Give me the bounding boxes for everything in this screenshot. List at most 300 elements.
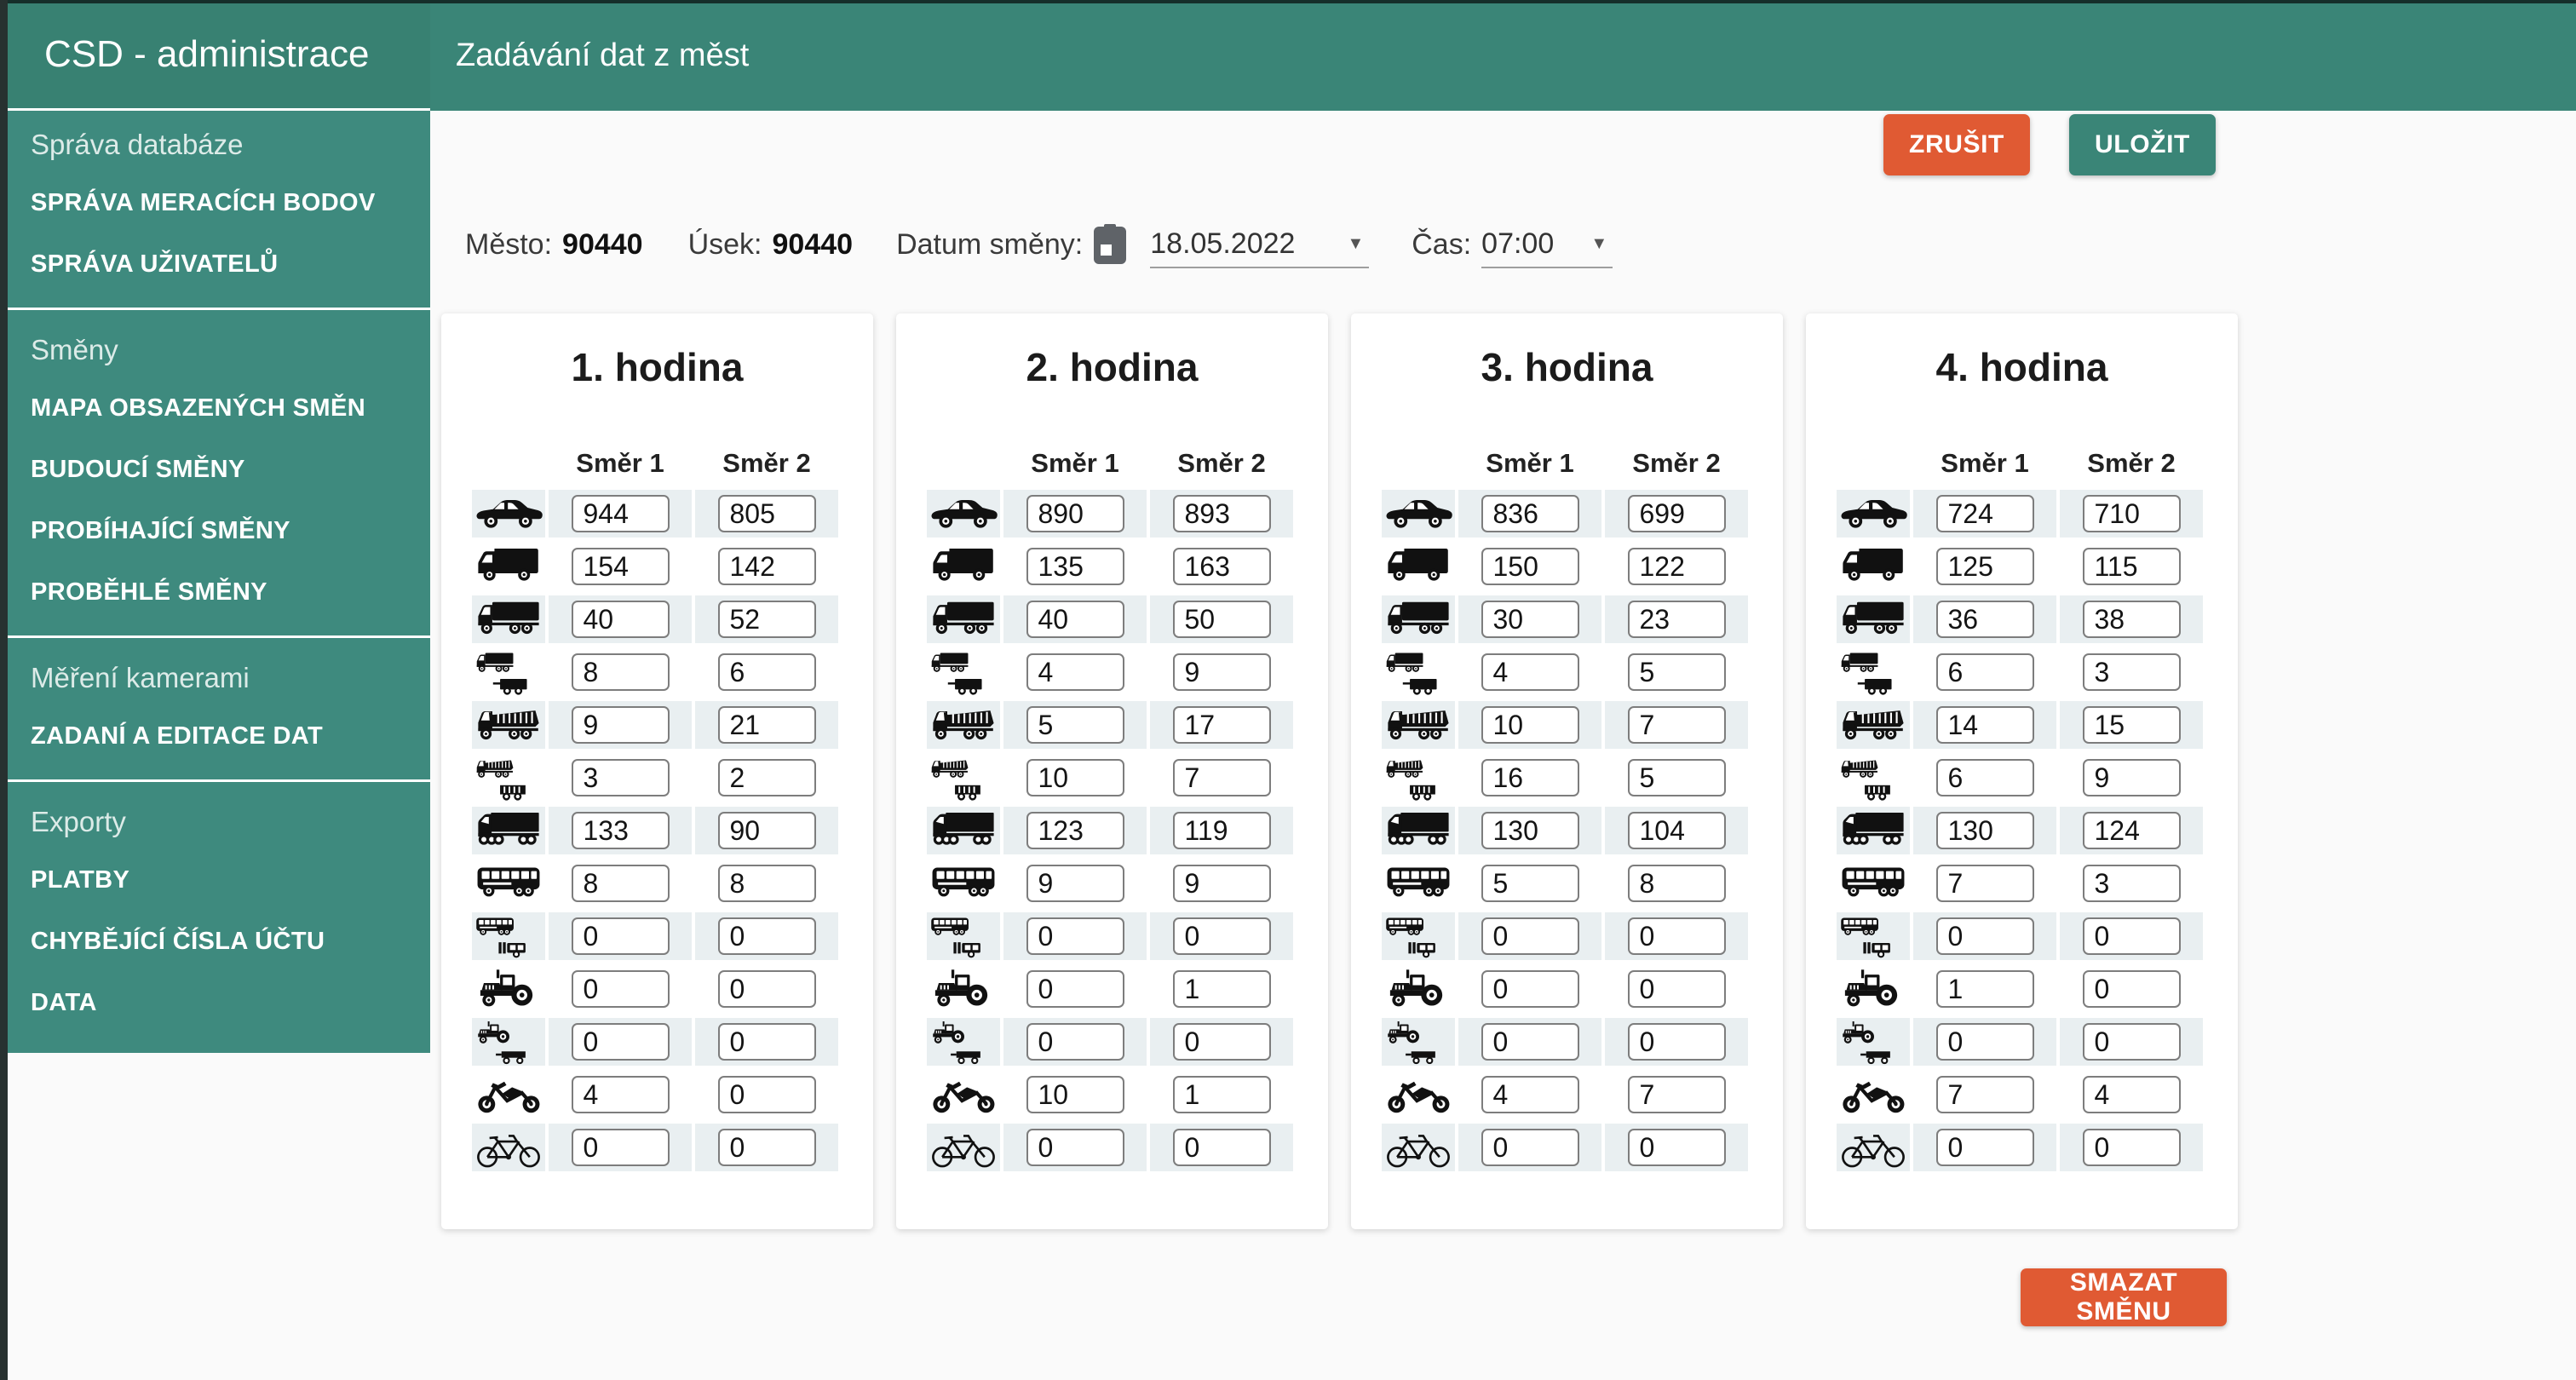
count-cell <box>1605 595 1748 643</box>
vehicle-row <box>1806 1068 2238 1121</box>
semi-truck-dir1-input[interactable] <box>572 812 670 849</box>
count-cell <box>1458 543 1601 590</box>
count-cell <box>1150 912 1293 960</box>
calendar-icon[interactable] <box>1093 224 1127 265</box>
count-cell <box>549 965 692 1013</box>
count-cell <box>1458 860 1601 907</box>
icon-column-spacer <box>472 440 545 487</box>
vehicle-row <box>441 910 873 963</box>
bicycle-icon <box>929 1125 998 1170</box>
vehicle-icon-cell <box>472 701 545 749</box>
vehicle-row <box>441 1121 873 1174</box>
vehicle-icon-cell <box>1837 543 1910 590</box>
vehicle-row <box>1351 540 1783 593</box>
car-dir1-input[interactable] <box>1481 495 1579 532</box>
vehicle-icon-cell <box>1837 754 1910 802</box>
direction-header-row <box>1351 440 1783 487</box>
dump-truck-dir1-input[interactable] <box>1936 706 2034 744</box>
tractor-icon <box>1384 967 1452 1012</box>
vehicle-icon-cell <box>472 490 545 538</box>
vehicle-row <box>896 646 1328 699</box>
count-cell <box>549 860 692 907</box>
tractor-trailer-dir1-input[interactable] <box>1026 1023 1124 1061</box>
count-cell <box>695 807 838 854</box>
motorcycle-dir2-input[interactable] <box>2083 1076 2181 1113</box>
vehicle-row <box>896 1121 1328 1174</box>
bicycle-dir1-input[interactable] <box>1026 1129 1124 1166</box>
dir2-header: Směr 2 <box>722 448 811 478</box>
vehicle-row <box>896 487 1328 540</box>
motorcycle-dir2-input[interactable] <box>1628 1076 1726 1113</box>
truck-trailer-icon <box>1384 650 1452 695</box>
vehicle-row <box>896 857 1328 910</box>
sidebar-item-probihajici-smeny[interactable]: PROBÍHAJÍCÍ SMĚNY <box>31 516 290 544</box>
sidebar-item-zadani-a-editace-dat[interactable]: ZADANÍ A EDITACE DAT <box>31 722 324 750</box>
van-dir2-input[interactable] <box>1628 548 1726 585</box>
dump-truck-trailer-dir1-input[interactable] <box>1481 759 1579 796</box>
count-cell <box>1458 648 1601 696</box>
van-dir1-input[interactable] <box>572 548 670 585</box>
top-bar <box>430 0 2576 111</box>
semi-truck-dir1-input[interactable] <box>1481 812 1579 849</box>
vehicle-row <box>1351 593 1783 646</box>
count-cell <box>2060 648 2203 696</box>
vehicle-row <box>441 1068 873 1121</box>
motorcycle-icon <box>929 1072 998 1118</box>
sidebar-section-sprava-databaze: Správa databáze <box>31 129 244 160</box>
dir2-header: Směr 2 <box>1177 448 1266 478</box>
van-icon <box>474 544 543 589</box>
tractor-dir2-input[interactable] <box>1173 970 1271 1008</box>
count-cell <box>1458 807 1601 854</box>
count-cell <box>1458 912 1601 960</box>
tractor-trailer-dir1-input[interactable] <box>1481 1023 1579 1061</box>
count-cell <box>1150 490 1293 538</box>
car-dir2-input[interactable] <box>2083 495 2181 532</box>
semi-truck-dir2-input[interactable] <box>1173 812 1271 849</box>
vehicle-icon-cell <box>1837 1124 1910 1171</box>
sidebar-item-platby[interactable]: PLATBY <box>31 865 130 894</box>
vehicle-icon-cell <box>927 807 1000 854</box>
count-cell <box>1913 648 2056 696</box>
bicycle-dir2-input[interactable] <box>1173 1129 1271 1166</box>
count-cell <box>1605 860 1748 907</box>
shift-date-label: Datum směny: <box>896 227 1084 261</box>
car-dir2-input[interactable] <box>718 495 816 532</box>
count-cell <box>549 490 692 538</box>
truck-trailer-icon <box>1839 650 1907 695</box>
truck-icon <box>1384 597 1452 642</box>
truck-dir1-input[interactable] <box>572 601 670 638</box>
van-dir1-input[interactable] <box>1026 548 1124 585</box>
count-cell <box>1003 1071 1147 1118</box>
van-icon <box>1384 544 1452 589</box>
truck-dir2-input[interactable] <box>1628 601 1726 638</box>
vehicle-row <box>896 751 1328 804</box>
vehicle-icon-cell <box>927 860 1000 907</box>
count-cell <box>695 701 838 749</box>
bus-trailer-dir1-input[interactable] <box>572 917 670 955</box>
dir2-header: Směr 2 <box>1632 448 1721 478</box>
dir1-header: Směr 1 <box>576 448 664 478</box>
count-cell <box>1003 543 1147 590</box>
dump-truck-trailer-icon <box>1384 756 1452 801</box>
tractor-dir1-input[interactable] <box>1026 970 1124 1008</box>
dump-truck-dir2-input[interactable] <box>1628 706 1726 744</box>
count-cell <box>1003 490 1147 538</box>
dump-truck-trailer-dir2-input[interactable] <box>1173 759 1271 796</box>
tractor-trailer-dir2-input[interactable] <box>718 1023 816 1061</box>
count-cell <box>1458 965 1601 1013</box>
tractor-trailer-dir2-input[interactable] <box>1628 1023 1726 1061</box>
count-cell <box>1913 1018 2056 1066</box>
count-cell <box>695 965 838 1013</box>
count-cell <box>2060 965 2203 1013</box>
vehicle-icon-cell <box>927 595 1000 643</box>
truck-dir2-input[interactable] <box>1173 601 1271 638</box>
bicycle-dir1-input[interactable] <box>1936 1129 2034 1166</box>
truck-trailer-dir1-input[interactable] <box>1481 653 1579 691</box>
truck-trailer-icon <box>929 650 998 695</box>
vehicle-row <box>441 1015 873 1068</box>
vehicle-icon-cell <box>1382 912 1455 960</box>
bicycle-dir2-input[interactable] <box>718 1129 816 1166</box>
vehicle-row <box>896 540 1328 593</box>
shift-time-select[interactable] <box>1481 221 1613 268</box>
hour-card-title: 4. hodina <box>1935 345 2108 389</box>
hour-card <box>1806 313 2238 1229</box>
vehicle-icon-cell <box>1382 1018 1455 1066</box>
truck-trailer-dir1-input[interactable] <box>572 653 670 691</box>
vehicle-icon-cell <box>1382 490 1455 538</box>
vehicle-row <box>1351 751 1783 804</box>
vehicle-row <box>1806 593 2238 646</box>
count-cell <box>1150 1071 1293 1118</box>
bus-dir2-input[interactable] <box>1173 865 1271 902</box>
sidebar-section-exporty: Exporty <box>31 806 126 837</box>
car-dir2-input[interactable] <box>1628 495 1726 532</box>
tractor-dir1-input[interactable] <box>572 970 670 1008</box>
count-cell <box>695 543 838 590</box>
car-dir1-input[interactable] <box>1026 495 1124 532</box>
dump-truck-dir2-input[interactable] <box>718 706 816 744</box>
sidebar-item-sprava-uzivatelu[interactable]: SPRÁVA UŽIVATELŮ <box>31 250 279 278</box>
bicycle-dir1-input[interactable] <box>1481 1129 1579 1166</box>
truck-trailer-dir2-input[interactable] <box>1173 653 1271 691</box>
tractor-trailer-dir2-input[interactable] <box>2083 1023 2181 1061</box>
dump-truck-trailer-dir1-input[interactable] <box>572 759 670 796</box>
count-cell <box>1458 595 1601 643</box>
dump-truck-trailer-icon <box>929 756 998 801</box>
car-icon <box>1839 492 1907 537</box>
sidebar-item-budouci-smeny[interactable]: BUDOUCÍ SMĚNY <box>31 455 245 483</box>
count-cell <box>1458 490 1601 538</box>
vehicle-row <box>896 963 1328 1015</box>
sidebar-item-sprava-meracich-bodov[interactable]: SPRÁVA MERACÍCH BODOV <box>31 188 376 216</box>
hour-card-title: 2. hodina <box>1026 345 1199 389</box>
dump-truck-trailer-dir1-input[interactable] <box>1026 759 1124 796</box>
dump-truck-trailer-dir2-input[interactable] <box>718 759 816 796</box>
semi-truck-dir1-input[interactable] <box>1026 812 1124 849</box>
sidebar-section-mereni-kamerami: Měření kamerami <box>31 662 250 693</box>
count-cell <box>1913 490 2056 538</box>
count-cell <box>2060 701 2203 749</box>
count-cell <box>2060 595 2203 643</box>
count-cell <box>549 648 692 696</box>
count-cell <box>1150 754 1293 802</box>
truck-dir2-input[interactable] <box>2083 601 2181 638</box>
vehicle-icon-cell <box>1837 1018 1910 1066</box>
count-cell <box>1150 860 1293 907</box>
truck-dir2-input[interactable] <box>718 601 816 638</box>
tractor-trailer-icon <box>1384 1020 1452 1065</box>
tractor-icon <box>929 967 998 1012</box>
tractor-trailer-dir1-input[interactable] <box>1936 1023 2034 1061</box>
van-icon <box>929 544 998 589</box>
dump-truck-dir2-input[interactable] <box>2083 706 2181 744</box>
hour-cards <box>441 313 2238 1229</box>
count-cell <box>2060 860 2203 907</box>
car-icon <box>1384 492 1452 537</box>
vehicle-row <box>1351 963 1783 1015</box>
truck-dir1-input[interactable] <box>1936 601 2034 638</box>
sidebar-item-chybejici-cisla-uctu[interactable]: CHYBĚJÍCÍ ČÍSLA ÚČTU <box>31 927 325 955</box>
tractor-trailer-dir2-input[interactable] <box>1173 1023 1271 1061</box>
count-cell <box>1913 754 2056 802</box>
tractor-trailer-dir1-input[interactable] <box>572 1023 670 1061</box>
vehicle-icon-cell <box>1837 807 1910 854</box>
semi-truck-dir2-input[interactable] <box>2083 812 2181 849</box>
count-cell <box>1003 754 1147 802</box>
count-cell <box>1913 543 2056 590</box>
motorcycle-dir1-input[interactable] <box>1026 1076 1124 1113</box>
count-cell <box>695 595 838 643</box>
bus-trailer-dir2-input[interactable] <box>1628 917 1726 955</box>
vehicle-icon-cell <box>927 965 1000 1013</box>
count-cell <box>1605 648 1748 696</box>
dump-truck-dir1-input[interactable] <box>1481 706 1579 744</box>
bus-trailer-dir2-input[interactable] <box>718 917 816 955</box>
vehicle-row <box>441 751 873 804</box>
window-top-edge <box>0 0 2576 3</box>
count-cell <box>2060 1071 2203 1118</box>
vehicle-icon-cell <box>927 701 1000 749</box>
count-cell <box>1150 965 1293 1013</box>
motorcycle-dir1-input[interactable] <box>1936 1076 2034 1113</box>
semi-truck-dir1-input[interactable] <box>1936 812 2034 849</box>
tractor-dir2-input[interactable] <box>1628 970 1726 1008</box>
count-cell <box>1605 543 1748 590</box>
motorcycle-dir1-input[interactable] <box>1481 1076 1579 1113</box>
vehicle-icon-cell <box>1837 648 1910 696</box>
tractor-dir1-input[interactable] <box>1936 970 2034 1008</box>
sidebar-divider <box>0 779 430 782</box>
bus-dir1-input[interactable] <box>1026 865 1124 902</box>
shift-time-label: Čas: <box>1412 227 1472 261</box>
bus-dir1-input[interactable] <box>572 865 670 902</box>
bus-trailer-icon <box>1384 914 1452 959</box>
vehicle-icon-cell <box>472 965 545 1013</box>
car-dir1-input[interactable] <box>1936 495 2034 532</box>
truck-trailer-dir1-input[interactable] <box>1936 653 2034 691</box>
count-cell <box>1605 965 1748 1013</box>
bicycle-dir1-input[interactable] <box>572 1129 670 1166</box>
bus-trailer-dir2-input[interactable] <box>1173 917 1271 955</box>
count-cell <box>549 701 692 749</box>
truck-trailer-dir2-input[interactable] <box>2083 653 2181 691</box>
tractor-trailer-icon <box>1839 1020 1907 1065</box>
motorcycle-dir2-input[interactable] <box>718 1076 816 1113</box>
vehicle-row <box>441 540 873 593</box>
bus-dir1-input[interactable] <box>1936 865 2034 902</box>
shift-time-value: 07:00 <box>1481 227 1555 260</box>
semi-truck-icon <box>929 808 998 854</box>
bus-dir2-input[interactable] <box>1628 865 1726 902</box>
motorcycle-dir2-input[interactable] <box>1173 1076 1271 1113</box>
vehicle-icon-cell <box>927 1071 1000 1118</box>
truck-trailer-dir2-input[interactable] <box>1628 653 1726 691</box>
dump-truck-trailer-icon <box>474 756 543 801</box>
count-cell <box>549 807 692 854</box>
vehicle-icon-cell <box>1837 965 1910 1013</box>
vehicle-icon-cell <box>1382 965 1455 1013</box>
count-cell <box>1003 965 1147 1013</box>
vehicle-row <box>1351 1015 1783 1068</box>
bus-trailer-dir1-input[interactable] <box>1481 917 1579 955</box>
vehicle-row <box>1351 1121 1783 1174</box>
vehicle-icon-cell <box>927 648 1000 696</box>
count-cell <box>549 595 692 643</box>
vehicle-icon-cell <box>1837 1071 1910 1118</box>
count-cell <box>2060 1018 2203 1066</box>
count-cell <box>549 912 692 960</box>
tractor-dir1-input[interactable] <box>1481 970 1579 1008</box>
semi-truck-dir2-input[interactable] <box>718 812 816 849</box>
dump-truck-dir1-input[interactable] <box>572 706 670 744</box>
dir1-header: Směr 1 <box>1486 448 1574 478</box>
cancel-button[interactable]: ZRUŠIT <box>1883 114 2030 175</box>
bicycle-icon <box>1384 1125 1452 1170</box>
truck-dir1-input[interactable] <box>1026 601 1124 638</box>
van-dir2-input[interactable] <box>718 548 816 585</box>
count-cell <box>695 1018 838 1066</box>
icon-column-spacer <box>1837 440 1910 487</box>
tractor-trailer-icon <box>474 1020 543 1065</box>
bicycle-icon <box>474 1125 543 1170</box>
semi-truck-icon <box>1839 808 1907 854</box>
count-cell <box>1605 490 1748 538</box>
motorcycle-icon <box>1384 1072 1452 1118</box>
vehicle-icon-cell <box>927 490 1000 538</box>
dump-truck-icon <box>1384 703 1452 748</box>
vehicle-icon-cell <box>472 912 545 960</box>
window-left-edge <box>0 0 8 1380</box>
vehicle-icon-cell <box>1837 860 1910 907</box>
bicycle-dir2-input[interactable] <box>2083 1129 2181 1166</box>
count-cell <box>1150 648 1293 696</box>
bicycle-icon <box>1839 1125 1907 1170</box>
bus-icon <box>1384 861 1452 906</box>
tractor-icon <box>1839 967 1907 1012</box>
count-cell <box>2060 912 2203 960</box>
bus-icon <box>474 861 543 906</box>
tractor-dir2-input[interactable] <box>718 970 816 1008</box>
bus-trailer-dir1-input[interactable] <box>1026 917 1124 955</box>
truck-dir1-input[interactable] <box>1481 601 1579 638</box>
sidebar-item-probehle-smeny[interactable]: PROBĚHLÉ SMĚNY <box>31 578 267 606</box>
count-cell <box>695 1124 838 1171</box>
semi-truck-dir2-input[interactable] <box>1628 812 1726 849</box>
vehicle-icon-cell <box>472 1071 545 1118</box>
shift-meta-row <box>465 221 1613 268</box>
count-cell <box>695 754 838 802</box>
tractor-dir2-input[interactable] <box>2083 970 2181 1008</box>
bus-icon <box>929 861 998 906</box>
shift-date-select[interactable] <box>1150 221 1369 268</box>
count-cell <box>1003 1018 1147 1066</box>
sidebar-section-smeny: Směny <box>31 334 118 365</box>
van-dir2-input[interactable] <box>1173 548 1271 585</box>
car-dir1-input[interactable] <box>572 495 670 532</box>
dump-truck-trailer-dir2-input[interactable] <box>1628 759 1726 796</box>
truck-trailer-dir2-input[interactable] <box>718 653 816 691</box>
vehicle-icon-cell <box>927 754 1000 802</box>
van-dir1-input[interactable] <box>1481 548 1579 585</box>
bus-trailer-dir2-input[interactable] <box>2083 917 2181 955</box>
vehicle-icon-cell <box>1382 701 1455 749</box>
sidebar-divider <box>0 635 430 638</box>
vehicle-row <box>1806 699 2238 751</box>
dump-truck-trailer-dir2-input[interactable] <box>2083 759 2181 796</box>
motorcycle-dir1-input[interactable] <box>572 1076 670 1113</box>
vehicle-icon-cell <box>472 807 545 854</box>
count-cell <box>549 1071 692 1118</box>
sidebar <box>0 111 430 1053</box>
car-icon <box>929 492 998 537</box>
section-value: 90440 <box>772 227 854 261</box>
vehicle-icon-cell <box>1837 490 1910 538</box>
vehicle-row <box>896 1015 1328 1068</box>
bus-dir2-input[interactable] <box>2083 865 2181 902</box>
dump-truck-dir1-input[interactable] <box>1026 706 1124 744</box>
bus-dir2-input[interactable] <box>718 865 816 902</box>
truck-trailer-dir1-input[interactable] <box>1026 653 1124 691</box>
count-cell <box>695 1071 838 1118</box>
car-dir2-input[interactable] <box>1173 495 1271 532</box>
sidebar-item-mapa-obsazenych-smen[interactable]: MAPA OBSAZENÝCH SMĚN <box>31 394 366 422</box>
van-dir1-input[interactable] <box>1936 548 2034 585</box>
count-cell <box>1605 1071 1748 1118</box>
delete-shift-button[interactable]: SMAZAT SMĚNU <box>2021 1268 2227 1326</box>
vehicle-icon-cell <box>472 595 545 643</box>
dump-truck-trailer-dir1-input[interactable] <box>1936 759 2034 796</box>
bus-trailer-dir1-input[interactable] <box>1936 917 2034 955</box>
save-button[interactable]: ULOŽIT <box>2069 114 2216 175</box>
bus-icon <box>1839 861 1907 906</box>
count-cell <box>549 1018 692 1066</box>
motorcycle-icon <box>474 1072 543 1118</box>
count-cell <box>2060 543 2203 590</box>
vehicle-row <box>441 804 873 857</box>
bicycle-dir2-input[interactable] <box>1628 1129 1726 1166</box>
dump-truck-dir2-input[interactable] <box>1173 706 1271 744</box>
sidebar-item-data[interactable]: DATA <box>31 988 97 1016</box>
count-cell <box>2060 1124 2203 1171</box>
van-dir2-input[interactable] <box>2083 548 2181 585</box>
bus-dir1-input[interactable] <box>1481 865 1579 902</box>
count-cell <box>1150 595 1293 643</box>
count-cell <box>1150 701 1293 749</box>
